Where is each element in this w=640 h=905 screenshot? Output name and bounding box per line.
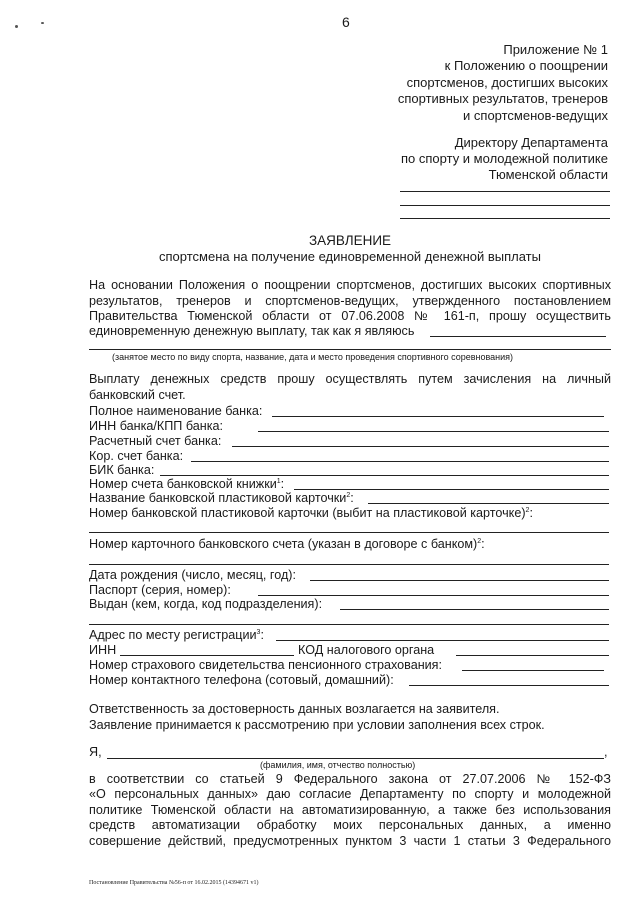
inn-input[interactable]	[120, 655, 294, 656]
document-title: ЗАЯВЛЕНИЕ	[308, 233, 392, 248]
card-number-input[interactable]	[89, 532, 609, 533]
basis-line: единовременную денежную выплату, так как я являюсь	[89, 324, 415, 338]
bik-label: БИК банка:	[89, 463, 155, 477]
card-number-text: Номер банковской пластиковой карточки (выбит на пластиковой карточке)	[89, 506, 526, 520]
addressee-line: Тюменской области	[488, 167, 608, 182]
annex-line: и спортсменов-ведущих	[463, 107, 608, 123]
addressee-blank[interactable]	[400, 205, 610, 206]
basis-line: результатов, тренеров и спортсменов-ведущих, утвержденного постановлением	[89, 294, 611, 308]
card-account-input[interactable]	[89, 564, 609, 565]
addressee-block	[401, 135, 608, 183]
footnote-mark-2: 2	[346, 491, 351, 499]
passport-input[interactable]	[258, 595, 609, 596]
addressee-line: по спорту и молодежной политике	[401, 151, 608, 166]
annex-line: Приложение № 1	[503, 42, 608, 57]
comma: ,	[604, 745, 608, 759]
footer-reference: Постановление Правительства №56-п от 16.02.2015 (14394671 v1)	[89, 880, 259, 886]
annex-line: к Положению о поощрении	[444, 58, 608, 74]
basis-fill-line[interactable]	[430, 336, 606, 337]
footnote-mark-2: 2	[525, 506, 530, 514]
card-number-label: Номер банковской пластиковой карточки (выбит на пластиковой карточке)$^2$:	[89, 506, 533, 520]
inn-kpp-label: ИНН банка/КПП банка:	[89, 419, 224, 433]
address-label: Адрес по месту регистрации$^3$:	[89, 628, 264, 642]
issued-by-input[interactable]	[340, 609, 609, 610]
card-account-label: Номер карточного банковского счета (указан в договоре с банком)$^2$:	[89, 537, 485, 551]
card-name-input[interactable]	[368, 503, 609, 504]
footnote-mark-1: 1	[276, 477, 281, 485]
card-account-text: Номер карточного банковского счета (указан в договоре с банком)	[89, 537, 478, 551]
addressee-line: Директору Департамента	[454, 135, 608, 150]
settlement-account-input[interactable]	[232, 446, 609, 447]
birth-date-input[interactable]	[310, 580, 609, 581]
basis-line: Правительства Тюменской области от 07.06.2008 № 161-п, прошу осуществить	[89, 309, 611, 323]
bank-name-input[interactable]	[272, 416, 604, 417]
responsibility-line: Ответственность за достоверность данных возлагается на заявителя.	[89, 702, 500, 716]
savings-book-input[interactable]	[294, 489, 609, 490]
document-subtitle: спортсмена на получение единовременной денежной выплаты	[159, 249, 541, 264]
settlement-account-label: Расчетный счет банка:	[89, 434, 222, 448]
basis-fill-line[interactable]	[89, 349, 611, 350]
consent-line: «О персональных данных» даю согласие Департаменту по спорту и молодежной	[89, 787, 611, 801]
savings-book-text: Номер счета банковской книжки	[89, 477, 277, 491]
consent-line: средств автоматизации обработку моих персональных данных, а именно	[89, 818, 611, 832]
scan-speck	[15, 25, 18, 28]
consent-line: политике Тюменской области на автоматизированную, а также без использования	[89, 803, 611, 817]
tax-code-input[interactable]	[456, 655, 609, 656]
consent-line: совершение действий, предусмотренных пунктом 3 части 1 статьи 3 Федерального	[89, 834, 611, 848]
basis-line: На основании Положения о поощрении спортсменов, достигших высоких спортивных	[89, 278, 611, 292]
bik-input[interactable]	[160, 475, 609, 476]
savings-book-label: Номер счета банковской книжки$^1$:	[89, 477, 285, 491]
consent-line: в соответствии со статьей 9 Федерального закона от 27.07.2006 № 152-ФЗ	[89, 772, 611, 786]
payment-intro-line: банковский счет.	[89, 388, 186, 402]
birth-date-label: Дата рождения (число, месяц, год):	[89, 568, 296, 582]
page-number: 6	[342, 14, 350, 30]
i-label: Я,	[89, 745, 102, 759]
full-name-input[interactable]	[107, 758, 604, 759]
bank-name-label: Полное наименование банка:	[89, 404, 263, 418]
addressee-blank[interactable]	[400, 191, 610, 192]
annex-block	[398, 42, 608, 124]
card-name-text: Название банковской пластиковой карточки	[89, 491, 347, 505]
full-name-caption: (фамилия, имя, отчество полностью)	[260, 760, 416, 770]
payment-intro-line: Выплату денежных средств прошу осуществлять путем зачисления на личный	[89, 372, 611, 386]
address-text: Адрес по месту регистрации	[89, 628, 257, 642]
tax-code-label: КОД налогового органа	[298, 643, 435, 657]
issued-by-label: Выдан (кем, когда, код подразделения):	[89, 597, 323, 611]
responsibility-line: Заявление принимается к рассмотрению при условии заполнения всех строк.	[89, 718, 545, 732]
footnote-mark-3: 3	[256, 628, 261, 636]
corr-account-input[interactable]	[191, 461, 609, 462]
passport-label: Паспорт (серия, номер):	[89, 583, 231, 597]
annex-line: спортивных результатов, тренеров	[397, 91, 608, 107]
pension-cert-label: Номер страхового свидетельства пенсионного страхования:	[89, 658, 443, 672]
footnote-mark-2: 2	[477, 537, 482, 545]
corr-account-label: Кор. счет банка:	[89, 449, 184, 463]
card-name-label: Название банковской пластиковой карточки$^2$:	[89, 491, 354, 505]
address-input[interactable]	[276, 640, 609, 641]
addressee-blank[interactable]	[400, 218, 610, 219]
issued-by-input-extra[interactable]	[89, 624, 609, 625]
inn-label: ИНН	[89, 643, 117, 657]
scan-speck	[41, 22, 44, 24]
inn-kpp-input[interactable]	[258, 431, 609, 432]
basis-caption: (занятое место по виду спорта, название, дата и место проведения спортивного соревнования)	[112, 352, 514, 362]
annex-line: спортсменов, достигших высоких	[406, 74, 608, 90]
pension-cert-input[interactable]	[462, 670, 604, 671]
phone-input[interactable]	[409, 685, 609, 686]
phone-label: Номер контактного телефона (сотовый, домашний):	[89, 673, 394, 687]
